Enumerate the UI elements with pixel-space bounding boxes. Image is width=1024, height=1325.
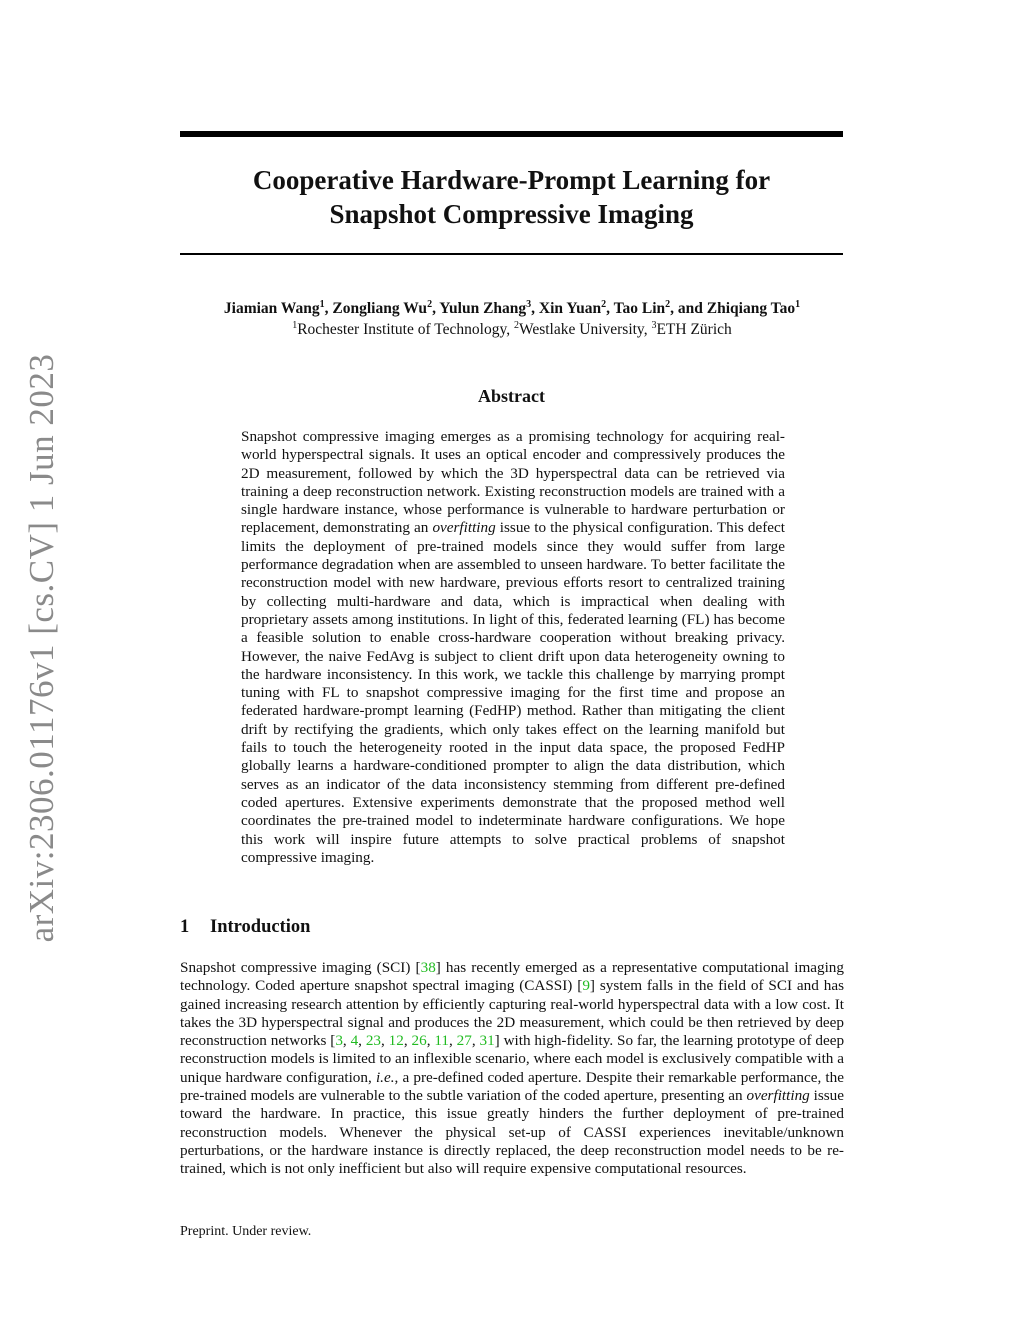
- affiliation-list: [150, 320, 874, 340]
- citation-link[interactable]: 11: [434, 1032, 449, 1050]
- text-run: ,: [342, 1032, 351, 1050]
- title-bottom-rule: [180, 253, 843, 255]
- author-list: [150, 299, 874, 319]
- title-line-2: Snapshot Compressive Imaging: [329, 199, 694, 229]
- text-run: Snapshot compressive imaging emerges as a promising technology for acquiring real-world hyperspectral signals. It uses an optical encoder and compressively produces the 2D measurement, followed by which the 3D hyperspectral data can be retrieved via training a deep reconstruction network. Existing reconstruction models are trained with a single hardware instance, whose performance is vulnerable to hardware perturbation or replacement, demonstrating an: [241, 428, 785, 537]
- paper-title: [180, 163, 843, 231]
- text-run: ,: [426, 1032, 435, 1050]
- emphasis-text: i.e.: [375, 1068, 395, 1086]
- text-run: , a pre-defined coded aperture. Despite their remarkable performance, the pre-trained models are vulnerable to the subtle variation of the coded aperture, presenting an: [180, 1068, 844, 1105]
- section-title: Introduction: [210, 917, 311, 937]
- author: Zhiqiang Tao$^1$: [706, 298, 801, 317]
- text-run: Snapshot compressive imaging (SCI) [: [180, 959, 421, 976]
- text-run: ,: [403, 1032, 412, 1050]
- citation-link[interactable]: 38: [420, 959, 436, 976]
- author: Yulun Zhang$^3$,: [439, 298, 539, 317]
- arxiv-identifier: arXiv:2306.01176v1 [cs.CV] 1 Jun 2023: [22, 353, 61, 943]
- text-run: ,: [381, 1032, 389, 1050]
- section-heading-introduction: [180, 917, 310, 938]
- author: Xin Yuan$^2$,: [538, 298, 614, 317]
- text-run: ,: [358, 1032, 366, 1050]
- emphasis-text: overfitting: [746, 1087, 810, 1105]
- affiliation: $^1$Rochester Institute of Technology,: [292, 319, 514, 338]
- text-run: issue to the physical configuration. This defect limits the deployment of pre-trained models since they would suffer from large performance degradation when are assembled to unseen hardware. To better facilitate the reconstruction model with new hardware, previous efforts resort to centralized training by collecting multi-hardware and data, which is impractical when dealing with proprietary assets among institutions. In light of this, federated learning (FL) has become a feasible solution to enable cross-hardware cooperation without breaking privacy. However, the naive FedAvg is subject to client drift upon data heterogeneity owning to the hardware inconsistency. In this work, we tackle this challenge by marrying prompt tuning with FL to snapshot compressive imaging for the first time and propose an federated hardware-prompt learning (FedHP) method. Rather than mitigating the client drift by rectifying the gradients, which only takes effect on the learning manifold but fails to touch the heterogeneity rooted in the input data space, the proposed FedHP globally learns a hardware-conditioned prompter to align the data distribution, which serves as an indicator of the data inconsistency stemming from different pre-defined coded apertures. Extensive experiments demonstrate that the proposed method well coordinates the pre-trained model to indeterminate hardware configurations. We hope this work will inspire future attempts to solve practical problems of snapshot compressive imaging.: [241, 519, 785, 866]
- author: Jiamian Wang$^1$,: [223, 298, 333, 317]
- text-run: ] system falls in the field of SCI and has gained increasing research attention by efficiently capturing real-world hyperspectral data with a low cost. It takes the 3D hyperspectral signal and produces the 2D measurement, which could be then retrieved by deep reconstruction networks [: [180, 977, 844, 1050]
- title-top-rule: [180, 131, 843, 137]
- title-line-1: Cooperative Hardware-Prompt Learning for: [252, 165, 771, 195]
- abstract-paragraph: [241, 428, 785, 867]
- citation-link[interactable]: 3: [335, 1032, 343, 1050]
- citation-link[interactable]: 27: [456, 1032, 472, 1050]
- footer-note: Preprint. Under review.: [180, 1224, 312, 1239]
- citation-link[interactable]: 9: [582, 977, 590, 995]
- abstract-heading: Abstract: [478, 386, 545, 406]
- affiliation: $^3$ETH Zürich: [651, 319, 732, 338]
- citation-link[interactable]: 12: [388, 1032, 404, 1050]
- section-number: 1: [180, 917, 190, 937]
- citation-link[interactable]: 4: [350, 1032, 359, 1050]
- text-run: issue toward the hardware. In practice, this issue greatly hinders the further deployment of pre-trained reconstruction models. Whenever the physical set-up of CASSI experiences inevitable/unknown perturbations, or the hardware instance is directly replaced, the deep reconstruction model needs to be re-trained, which is not only inefficient but also will require expensive computational resources.: [180, 1087, 845, 1178]
- text-run: ,: [471, 1032, 480, 1050]
- emphasis-text: overfitting: [432, 519, 496, 537]
- introduction-paragraph: [180, 959, 844, 1179]
- citation-link[interactable]: 31: [479, 1032, 495, 1050]
- affiliation: $^2$Westlake University,: [513, 319, 652, 338]
- text-run: ,: [448, 1032, 457, 1050]
- citation-link[interactable]: 23: [365, 1032, 382, 1050]
- author: Zongliang Wu$^2$,: [332, 298, 440, 317]
- text-run: ] with high-fidelity. So far, the learning prototype of deep reconstruction models is limited to an inflexible scenario, where each model is exclusively compatible with a unique hardware configuration,: [180, 1032, 845, 1086]
- citation-link[interactable]: 26: [411, 1032, 427, 1050]
- author: Tao Lin$^2$, and: [613, 298, 707, 317]
- text-run: ] has recently emerged as a representative computational imaging technology. Coded aperture snapshot spectral imaging (CASSI) [: [180, 959, 844, 995]
